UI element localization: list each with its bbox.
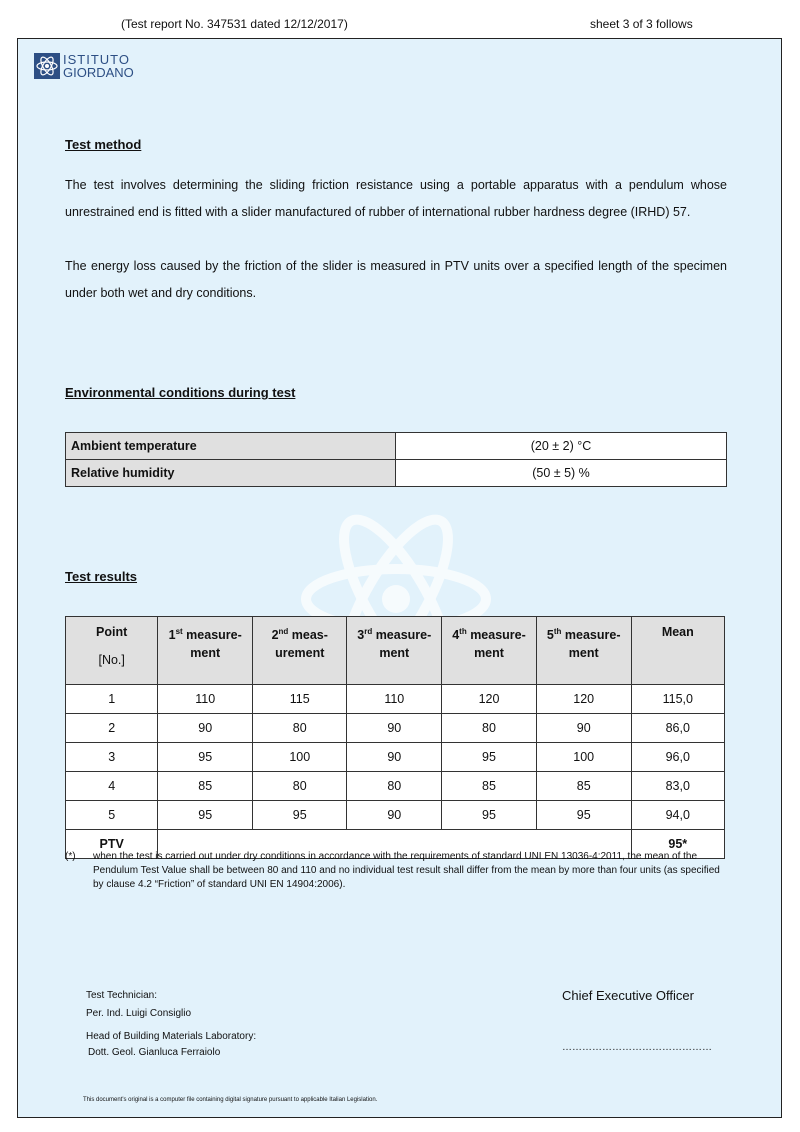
measurement-cell: 120 bbox=[536, 685, 631, 714]
header-measurement-2: 2nd meas-urement bbox=[253, 617, 347, 685]
test-method-title: Test method bbox=[65, 137, 142, 152]
environment-table bbox=[65, 432, 727, 487]
test-method-paragraph-2: The energy loss caused by the friction of the slider is measured in PTV units over a specified length of the specimen under both wet and dry conditions. bbox=[65, 259, 727, 300]
environment-title: Environmental conditions during test bbox=[65, 385, 296, 400]
table-header-row bbox=[66, 617, 725, 685]
measurement-cell: 90 bbox=[347, 714, 442, 743]
table-row bbox=[66, 772, 725, 801]
head-lab-label: Head of Building Materials Laboratory: bbox=[86, 1031, 257, 1042]
measurement-cell: 95 bbox=[158, 743, 253, 772]
header-report-ref: (Test report No. 347531 dated 12/12/2017) bbox=[121, 17, 348, 31]
measurement-cell: 85 bbox=[536, 772, 631, 801]
table-row bbox=[66, 801, 725, 830]
footnote-text: when the test is carried out under dry conditions in accordance with the requirements of standard UNI EN 13036-4:2011, the mean of the Pendulum Test Value shall be between 80 and 110 and no individual test result shall differ from the mean by more than four units (as specified by clause 4.2 “Friction” of standard UNI EN 14904:2006). bbox=[93, 851, 720, 890]
measurement-cell: 80 bbox=[442, 714, 537, 743]
env-value: (20 ± 2) °C bbox=[396, 433, 727, 460]
header-point bbox=[66, 617, 158, 685]
mean-cell: 96,0 bbox=[631, 743, 724, 772]
mean-cell: 83,0 bbox=[631, 772, 724, 801]
header-measurement-3: 3rd measure-ment bbox=[347, 617, 442, 685]
measurement-cell: 110 bbox=[158, 685, 253, 714]
measurement-cell: 95 bbox=[442, 801, 537, 830]
footnote-mark: (*) bbox=[65, 851, 76, 862]
mean-cell: 86,0 bbox=[631, 714, 724, 743]
point-number-cell: 5 bbox=[66, 801, 158, 830]
test-results-table bbox=[65, 616, 725, 859]
table-row bbox=[66, 714, 725, 743]
measurement-cell: 80 bbox=[347, 772, 442, 801]
env-label: Ambient temperature bbox=[66, 433, 396, 460]
mean-cell: 115,0 bbox=[631, 685, 724, 714]
legal-notice: This document's original is a computer file containing digital signature pursuant to applicable Italian Legislation. bbox=[83, 1097, 378, 1103]
table-row bbox=[66, 685, 725, 714]
measurement-cell: 85 bbox=[442, 772, 537, 801]
header-mean: Mean bbox=[631, 617, 724, 685]
ptv-label: PTV bbox=[66, 830, 158, 859]
test-method-paragraph-1: The test involves determining the sliding friction resistance using a portable apparatus with a pendulum whose unrestrained end is fitted with a slider manufactured of rubber of international rubber hardness degree (IRHD) 57. bbox=[65, 178, 727, 219]
header-sheet-number: sheet 3 of 3 follows bbox=[590, 17, 693, 31]
mean-cell: 94,0 bbox=[631, 801, 724, 830]
point-number-cell: 4 bbox=[66, 772, 158, 801]
atom-logo-icon bbox=[34, 53, 60, 79]
measurement-cell: 90 bbox=[347, 801, 442, 830]
head-lab-name: Dott. Geol. Gianluca Ferraiolo bbox=[88, 1047, 221, 1058]
measurement-cell: 100 bbox=[536, 743, 631, 772]
measurement-cell: 115 bbox=[253, 685, 347, 714]
technician-name: Per. Ind. Luigi Consiglio bbox=[86, 1008, 192, 1019]
ptv-value: 95* bbox=[631, 830, 724, 859]
istituto-giordano-logo bbox=[34, 53, 134, 79]
ceo-signature-line: ……………………………………… bbox=[562, 1042, 712, 1053]
table-row bbox=[66, 460, 727, 487]
env-label: Relative humidity bbox=[66, 460, 396, 487]
header-measurement-1: 1st measure-ment bbox=[158, 617, 253, 685]
header-measurement-5: 5th measure-ment bbox=[536, 617, 631, 685]
measurement-cell: 95 bbox=[253, 801, 347, 830]
table-row bbox=[66, 743, 725, 772]
header-point-unit: [No.] bbox=[98, 653, 125, 667]
results-footnote bbox=[65, 850, 730, 892]
ceo-title: Chief Executive Officer bbox=[562, 988, 694, 1003]
point-number-cell: 3 bbox=[66, 743, 158, 772]
point-number-cell: 1 bbox=[66, 685, 158, 714]
logo-line2: GIORDANO bbox=[63, 65, 134, 80]
measurement-cell: 90 bbox=[347, 743, 442, 772]
header-measurement-4: 4th measure-ment bbox=[442, 617, 537, 685]
point-number-cell: 2 bbox=[66, 714, 158, 743]
measurement-cell: 95 bbox=[536, 801, 631, 830]
measurement-cell: 80 bbox=[253, 772, 347, 801]
measurement-cell: 100 bbox=[253, 743, 347, 772]
technician-label: Test Technician: bbox=[86, 990, 157, 1001]
measurement-cell: 80 bbox=[253, 714, 347, 743]
measurement-cell: 85 bbox=[158, 772, 253, 801]
table-row bbox=[66, 433, 727, 460]
measurement-cell: 110 bbox=[347, 685, 442, 714]
logo-line1: ISTITUTO bbox=[63, 52, 130, 67]
measurement-cell: 90 bbox=[536, 714, 631, 743]
measurement-cell: 90 bbox=[158, 714, 253, 743]
measurement-cell: 120 bbox=[442, 685, 537, 714]
test-results-title: Test results bbox=[65, 569, 138, 584]
env-value: (50 ± 5) % bbox=[396, 460, 727, 487]
measurement-cell: 95 bbox=[442, 743, 537, 772]
header-point-label: Point bbox=[96, 625, 128, 639]
measurement-cell: 95 bbox=[158, 801, 253, 830]
